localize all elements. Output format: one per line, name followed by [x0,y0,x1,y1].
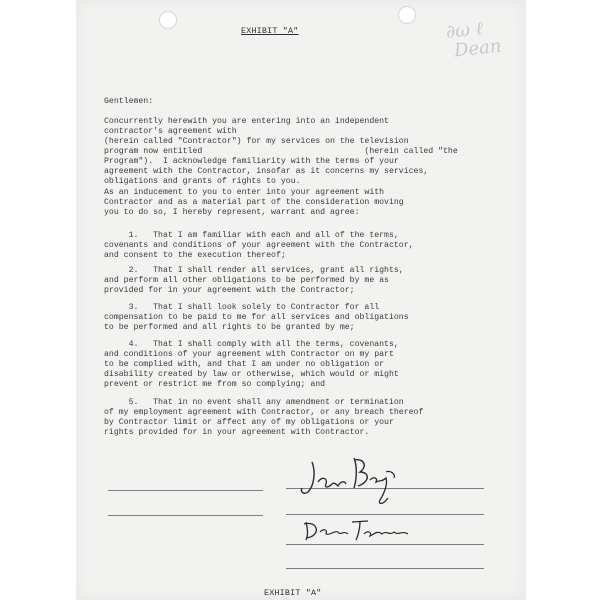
paragraph-1-line: Program"). I acknowledge familiarity with the terms of your [104,157,399,166]
signature-line-right-4 [286,568,484,569]
clause-5-line: 5. That in no event shall any amendment or termination [104,398,404,407]
clause-3 [104,303,409,333]
clause-5 [104,398,423,438]
clause-3-line: compensation to be paid to me for all services and obligations [104,313,409,322]
salutation: Gentlemen: [104,97,154,106]
clause-3-line: 3. That I shall look solely to Contractor for all [104,303,380,312]
paragraph-1 [104,117,458,187]
paragraph-1-line: contractor's agreement with [104,127,237,136]
paragraph-1-line: Concurrently herewith you are entering into an independent [104,117,389,126]
signature-line-right-2 [286,514,484,515]
clause-4 [104,340,399,390]
clause-4-line: to be complied with, and that I am under no obligation or [104,360,385,369]
paragraph-2 [104,188,404,218]
clause-4-line: and conditions of your agreement with Contractor on my part [104,350,394,359]
bleed-through-writing-2: Dean [453,35,503,62]
clause-3-line: to be performed and all rights to be granted by me; [104,323,355,332]
document-page [76,0,526,600]
paragraph-2-line: Contractor and as a material part of the consideration moving [104,198,404,207]
clause-5-line: of my employment agreement with Contractor, or any breach thereof [104,408,424,417]
paragraph-1-line: obligations and grants of rights to you. [104,177,301,186]
clause-4-line: 4. That I shall comply with all the terms, covenants, [104,340,399,349]
signature-jan-berry [298,452,418,512]
exhibit-title: EXHIBIT "A" [241,26,299,36]
clause-1-line: 1. That I am familiar with each and all of the terms, [104,231,399,240]
paragraph-1-line: program now entitled (herein called "the [104,147,458,156]
footer-exhibit-title: EXHIBIT "A" [264,588,322,598]
punch-hole-right [398,6,416,24]
bleed-through-writing: ∂ω ℓ [445,18,485,43]
clause-2 [104,266,404,296]
signature-dean-torrence [298,516,418,546]
punch-hole-left [159,11,177,29]
clause-2-line: and perform all other obligations to be performed by me as [104,276,389,285]
paragraph-1-line: (herein called "Contractor") for my services on the television [104,137,409,146]
signature-line-left-2 [108,515,263,516]
paragraph-1-line: agreement with the Contractor, insofar as it concerns my services, [104,167,429,176]
clause-4-line: disability created by law or otherwise, which would or might [104,370,399,379]
clause-1-line: covenants and conditions of your agreement with the Contractor, [104,241,414,250]
paragraph-2-line: you to do so, I hereby represent, warrant and agree: [104,208,360,217]
clause-2-line: 2. That I shall render all services, grant all rights, [104,266,404,275]
clause-1 [104,231,414,261]
clause-1-line: and consent to the execution thereof; [104,251,286,260]
clause-4-line: prevent or restrict me from so complying; and [104,380,326,389]
clause-5-line: rights provided for in your agreement with Contractor. [104,428,370,437]
paragraph-2-line: As an inducement to you to enter into your agreement with [104,188,385,197]
clause-2-line: provided for in your agreement with the Contractor; [104,286,355,295]
clause-5-line: by Contractor limit or affect any of my obligations or your [104,418,394,427]
signature-line-left-1 [108,490,263,491]
